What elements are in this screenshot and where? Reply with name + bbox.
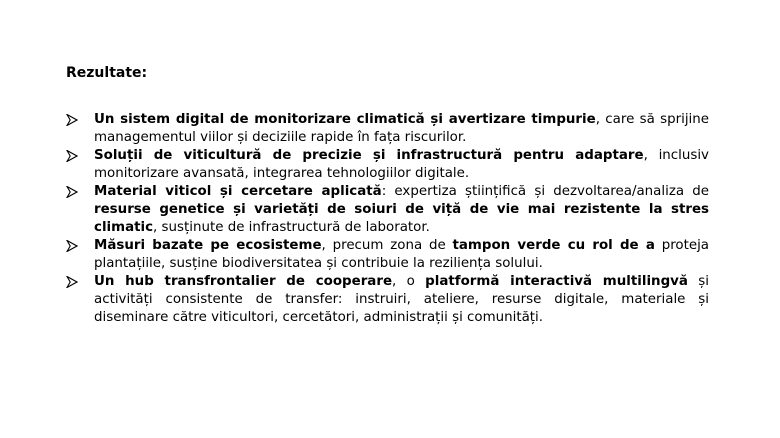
- item-text: , precum zona de: [321, 238, 453, 253]
- item-text: , o: [392, 274, 426, 289]
- item-highlight: tampon verde cu rol de a: [452, 238, 655, 253]
- item-text: și activități consistente de transfer: instruiri, ateliere, resurse digitale, materiale și diseminare către viticultori, cercetători, administrații și comunități.: [94, 274, 709, 325]
- item-highlight: resurse genetice și varietăți de soiuri de viță de vie mai rezistente la stres climatic: [94, 202, 709, 235]
- list-item: [66, 273, 709, 327]
- item-text: : expertiza științifică și dezvoltarea/analiza de: [381, 184, 709, 199]
- item-highlight: Material viticol și cercetare aplicată: [94, 184, 382, 199]
- arrowhead-bullet-icon: [66, 240, 78, 252]
- item-text: , inclusiv monitorizare avansată, integrarea tehnologiilor digitale.: [94, 148, 709, 181]
- list-item: [66, 183, 709, 237]
- item-highlight: Un sistem digital de monitorizare climatică și avertizare timpurie: [94, 112, 596, 127]
- results-list: [66, 111, 709, 327]
- arrowhead-bullet-icon: [66, 150, 78, 162]
- item-highlight: platformă interactivă multilingvă: [425, 274, 688, 289]
- arrowhead-bullet-icon: [66, 276, 78, 288]
- list-item: [66, 237, 709, 273]
- item-text: , susținute de infrastructură de laborator.: [153, 220, 430, 235]
- list-item: [66, 147, 709, 183]
- item-highlight: Soluții de viticultură de precizie și infrastructură pentru adaptare: [94, 148, 644, 163]
- item-highlight: Un hub transfrontalier de cooperare: [94, 274, 393, 289]
- arrowhead-bullet-icon: [66, 114, 78, 126]
- arrowhead-bullet-icon: [66, 186, 78, 198]
- item-text: proteja plantațiile, susține biodiversitatea și contribuie la reziliența solului.: [94, 238, 710, 271]
- item-text: , care să sprijine managementul viilor și deciziile rapide în fața riscurilor.: [94, 112, 709, 145]
- results-heading: Rezultate:: [66, 65, 148, 81]
- item-highlight: Măsuri bazate pe ecosisteme: [94, 238, 322, 253]
- list-item: [66, 111, 709, 147]
